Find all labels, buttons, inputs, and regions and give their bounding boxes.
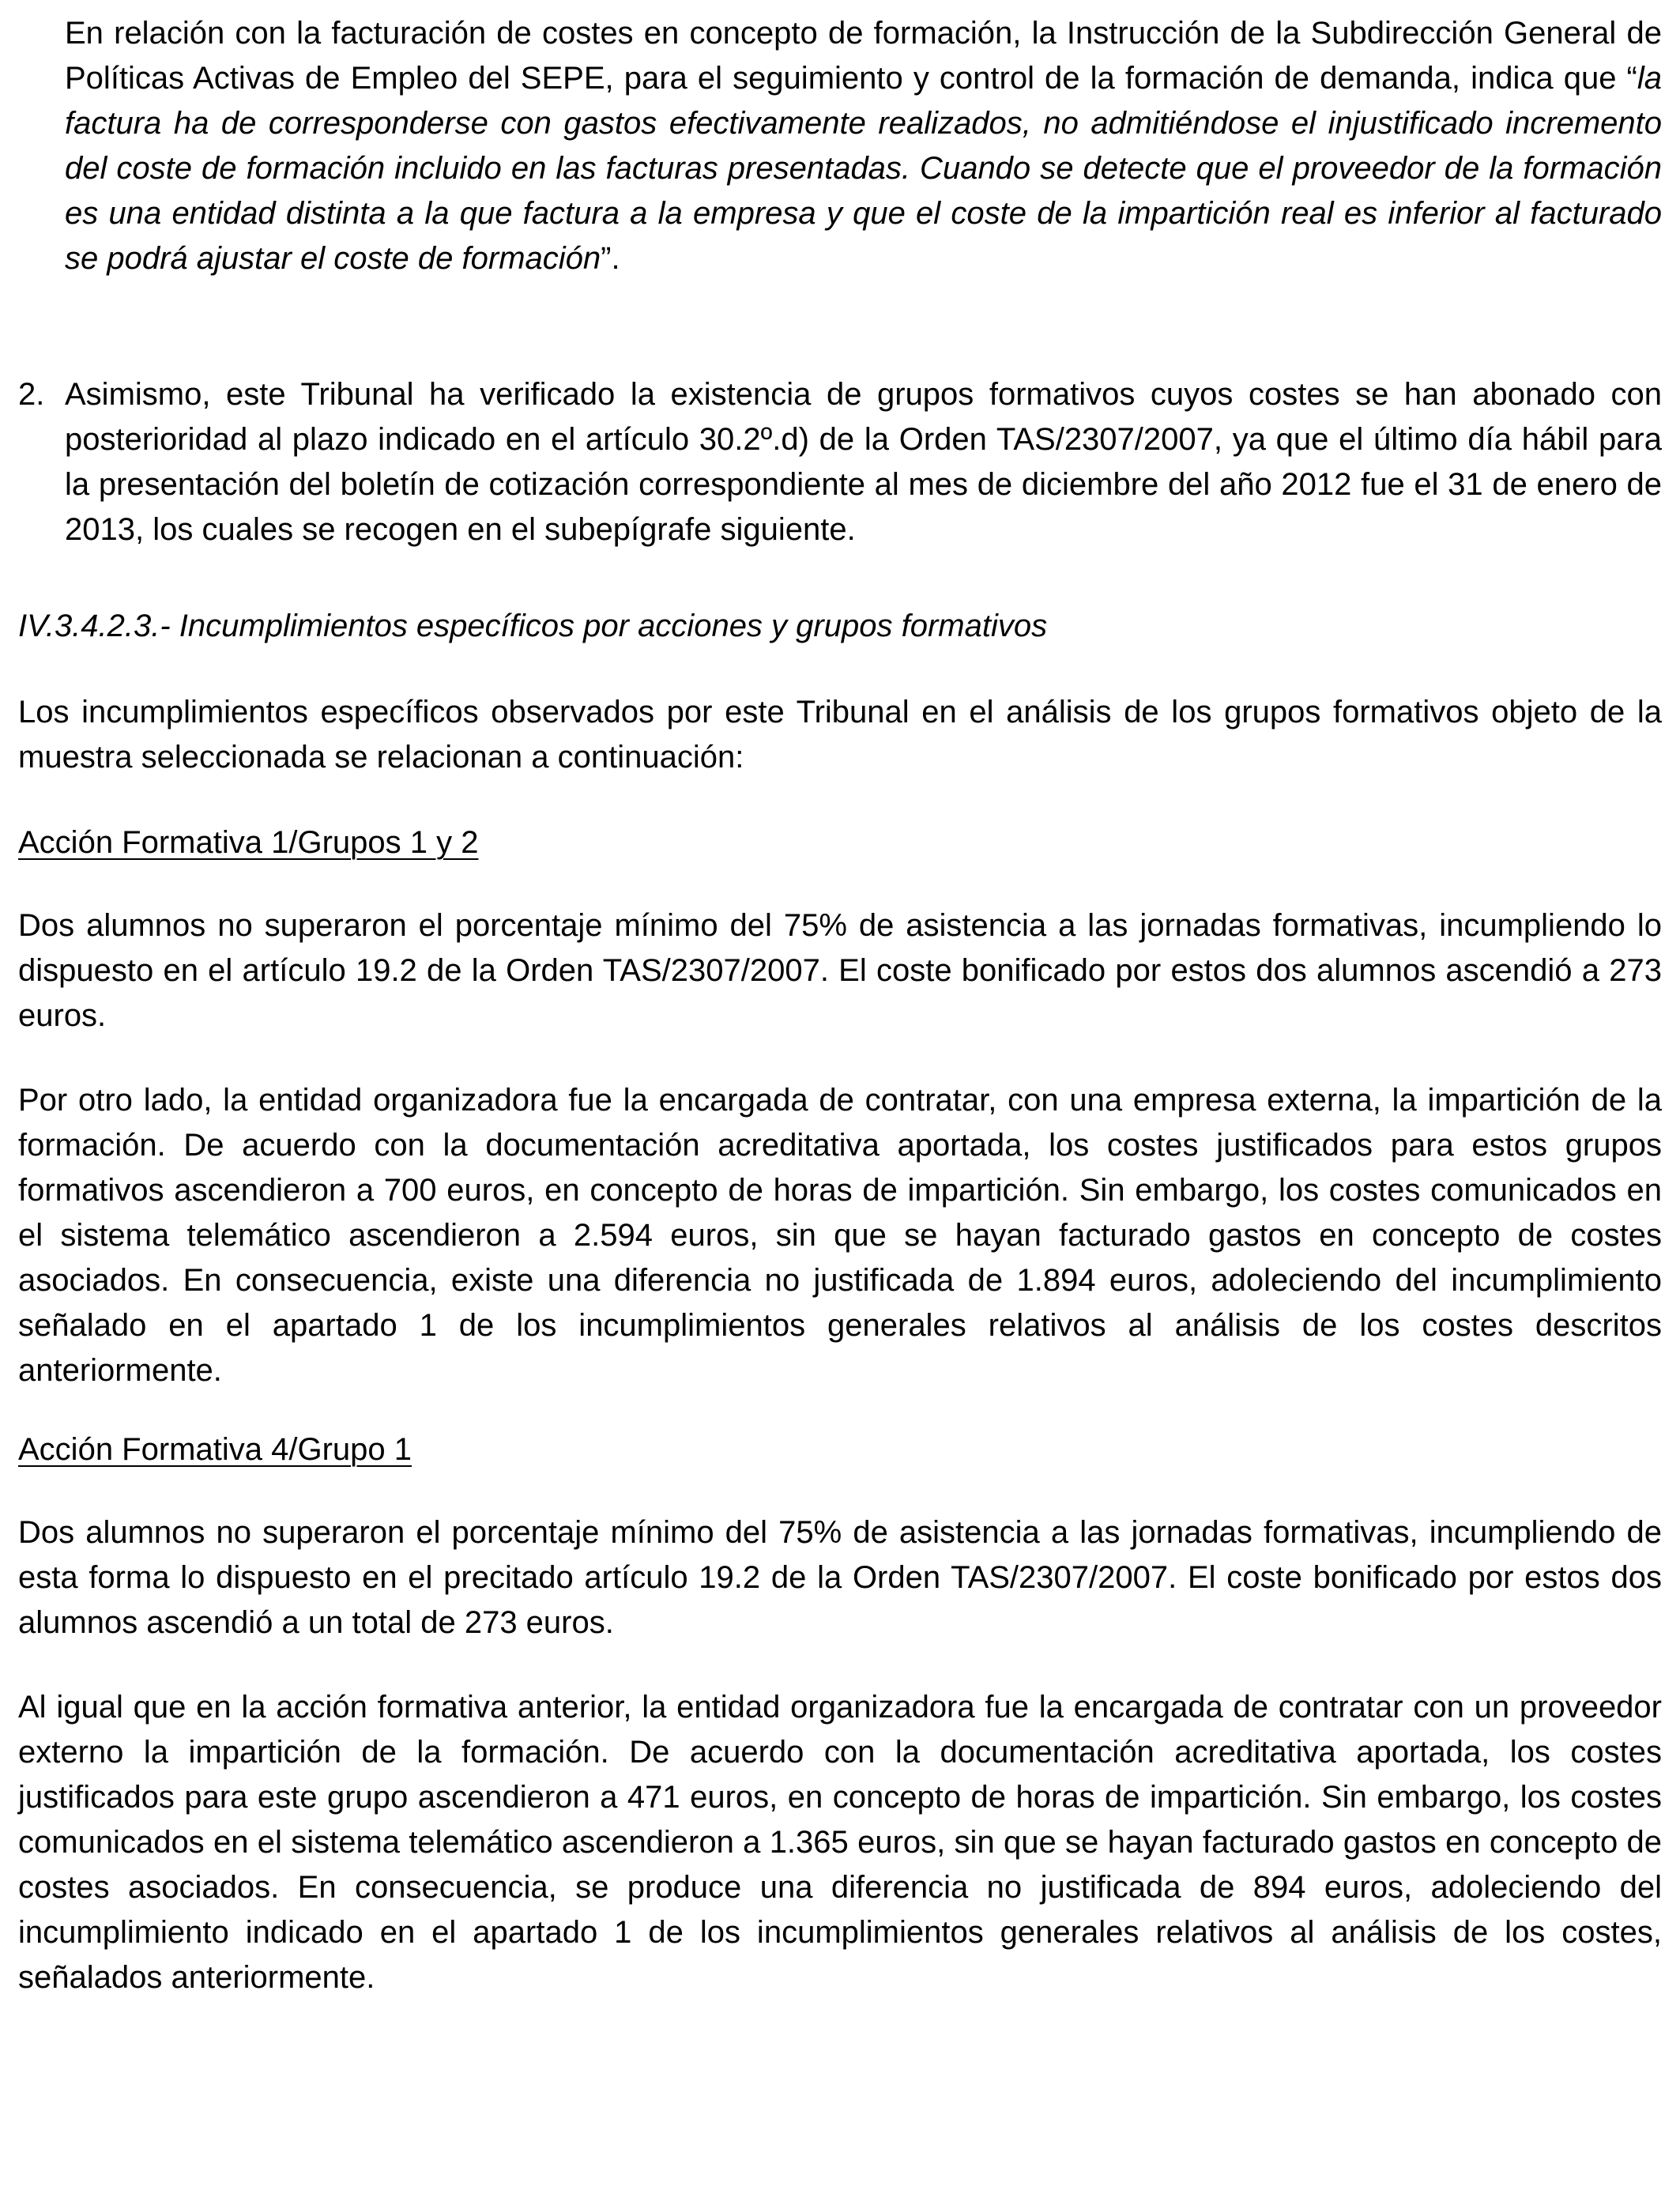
- intro-lead: En relación con la facturación de costes en concepto de formación, la Instrucción de la Subdirección General de Políticas Activas de Empleo del SEPE, para el seguimiento y control de la formación de demanda, indica que “: [65, 16, 1662, 96]
- action-1-title: Acción Formativa 1/Grupos 1 y 2: [18, 825, 479, 860]
- section-intro: Los incumplimientos específicos observados por este Tribunal en el análisis de los grupos formativos objeto de la muestra seleccionada se relacionan a continuación:: [18, 695, 1662, 775]
- action-1-paragraph-2: Por otro lado, la entidad organizadora fue la encargada de contratar, con una empresa externa, la impartición de la formación. De acuerdo con la documentación acreditativa aportada, los costes justificados para estos grupos formativos ascendieron a 700 euros, en concepto de horas de impartición. Sin embargo, los costes comunicados en el sistema telemático ascendieron a 2.594 euros, sin que se hayan facturado gastos en concepto de costes asociados. En consecuencia, existe una diferencia no justificada de 1.894 euros, adoleciendo del incumplimiento señalado en el apartado 1 de los incumplimientos generales relativos al análisis de los costes descritos anteriormente.: [18, 1083, 1662, 1388]
- action-4-paragraph-1: Dos alumnos no superaron el porcentaje mínimo del 75% de asistencia a las jornadas formativas, incumpliendo de esta forma lo dispuesto en el precitado artículo 19.2 de la Orden TAS/2307/2007. El coste bonificado por estos dos alumnos ascendió a un total de 273 euros.: [18, 1515, 1662, 1640]
- item-2-text: Asimismo, este Tribunal ha verificado la existencia de grupos formativos cuyos costes se han abonado con posterioridad al plazo indicado en el artículo 30.2º.d) de la Orden TAS/2307/2007, ya que el último día hábil para la presentación del boletín de cotización correspondiente al mes de diciembre del año 2012 fue el 31 de enero de 2013, los cuales se recogen en el subepígrafe siguiente.: [65, 377, 1662, 547]
- action-1-paragraph-1: Dos alumnos no superaron el porcentaje mínimo del 75% de asistencia a las jornadas formativas, incumpliendo lo dispuesto en el artículo 19.2 de la Orden TAS/2307/2007. El coste bonificado por estos dos alumnos ascendió a 273 euros.: [18, 908, 1662, 1033]
- intro-quote: la factura ha de corresponderse con gastos efectivamente realizados, no admitiéndose el injustificado incremento del coste de formación incluido en las facturas presentadas. Cuando se detecte que el proveedor de la formación es una entidad distinta a la que factura a la empresa y que el coste de la impartición real es inferior al facturado se podrá ajustar el coste de formación: [65, 61, 1662, 276]
- action-4-title: Acción Formativa 4/Grupo 1: [18, 1432, 412, 1467]
- intro-paragraph: [65, 11, 1662, 281]
- intro-tail: ”.: [601, 241, 620, 276]
- action-4-paragraph-2: Al igual que en la acción formativa anterior, la entidad organizadora fue la encargada de contratar con un proveedor externo la impartición de la formación. De acuerdo con la documentación acreditativa aportada, los costes justificados para este grupo ascendieron a 471 euros, en concepto de horas de impartición. Sin embargo, los costes comunicados en el sistema telemático ascendieron a 1.365 euros, sin que se hayan facturado gastos en concepto de costes asociados. En consecuencia, se produce una diferencia no justificada de 894 euros, adoleciendo del incumplimiento indicado en el apartado 1 de los incumplimientos generales relativos al análisis de los costes, señalados anteriormente.: [18, 1690, 1662, 1995]
- section-heading: IV.3.4.2.3.- Incumplimientos específicos por acciones y grupos formativos: [18, 609, 1048, 643]
- item-2-number: 2.: [18, 377, 45, 412]
